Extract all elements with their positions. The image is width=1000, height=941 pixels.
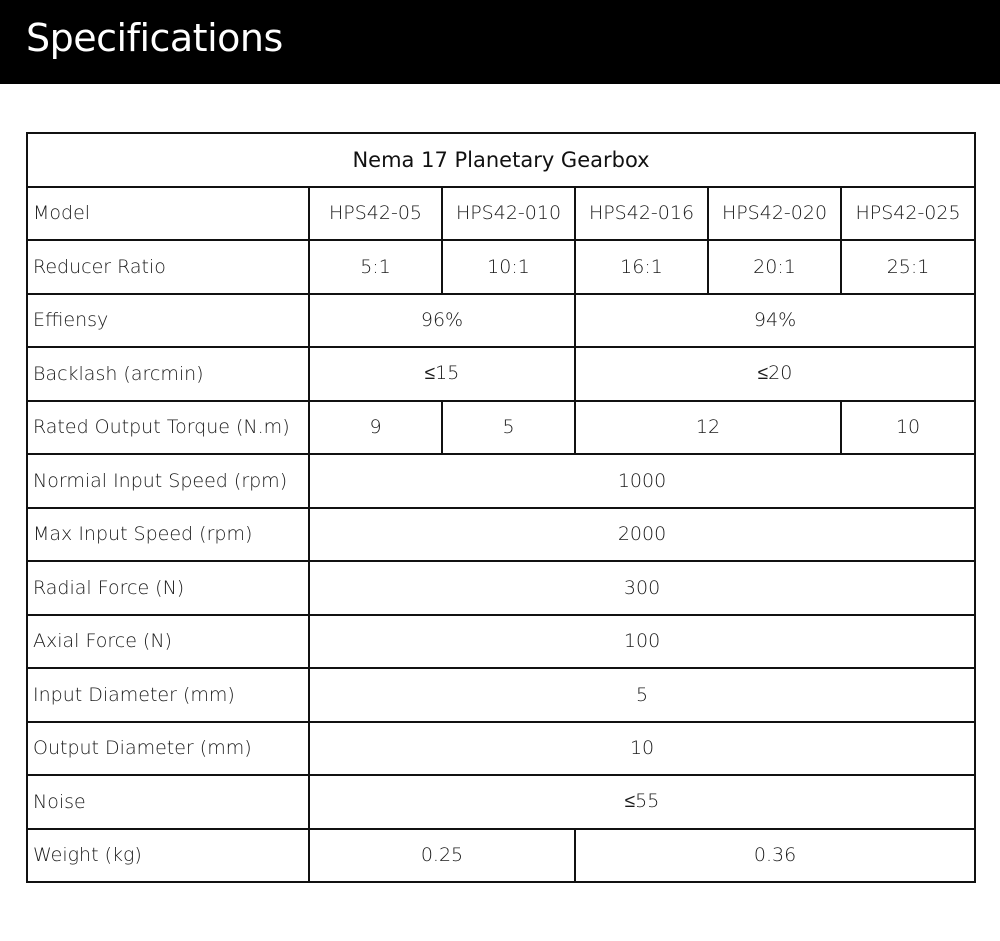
- row-value: HPS42-025: [841, 187, 975, 241]
- table-row: [27, 240, 975, 294]
- table-row: [27, 454, 975, 508]
- row-value: 10: [309, 722, 975, 776]
- row-value: ≤20: [575, 347, 975, 401]
- table-row: [27, 775, 975, 829]
- row-value: 5: [442, 401, 575, 455]
- row-label: Axial Force (N): [27, 615, 309, 669]
- table-row: [27, 561, 975, 615]
- row-value: HPS42-010: [442, 187, 575, 241]
- row-value: 12: [575, 401, 841, 455]
- row-label: Normial Input Speed (rpm): [27, 454, 309, 508]
- table-row: [27, 668, 975, 722]
- row-value: 300: [309, 561, 975, 615]
- row-value: HPS42-020: [708, 187, 841, 241]
- row-label: Backlash (arcmin): [27, 347, 309, 401]
- table-caption: Nema 17 Planetary Gearbox: [27, 133, 975, 187]
- row-value: 0.36: [575, 829, 975, 883]
- row-value: 5:1: [309, 240, 442, 294]
- row-label: Reducer Ratio: [27, 240, 309, 294]
- row-label: Output Diameter (mm): [27, 722, 309, 776]
- row-value: 20:1: [708, 240, 841, 294]
- row-label: Noise: [27, 775, 309, 829]
- row-label: Radial Force (N): [27, 561, 309, 615]
- row-label: Effiensy: [27, 294, 309, 348]
- row-value: 100: [309, 615, 975, 669]
- row-value: 5: [309, 668, 975, 722]
- specifications-banner: [0, 0, 1000, 84]
- banner-title: Specifications: [26, 16, 283, 60]
- row-value: 2000: [309, 508, 975, 562]
- table-caption-row: [27, 133, 975, 187]
- table-row: [27, 829, 975, 883]
- row-label: Max Input Speed (rpm): [27, 508, 309, 562]
- row-value: 10: [841, 401, 975, 455]
- row-value: HPS42-05: [309, 187, 442, 241]
- table-row: [27, 347, 975, 401]
- row-label: Weight (kg): [27, 829, 309, 883]
- row-value: 16:1: [575, 240, 708, 294]
- row-value: ≤55: [309, 775, 975, 829]
- row-value: HPS42-016: [575, 187, 708, 241]
- table-row: [27, 722, 975, 776]
- table-row: [27, 401, 975, 455]
- table-row: [27, 615, 975, 669]
- row-value: ≤15: [309, 347, 575, 401]
- row-value: 1000: [309, 454, 975, 508]
- spec-table: [26, 132, 976, 883]
- row-label: Rated Output Torque (N.m): [27, 401, 309, 455]
- table-row: [27, 187, 975, 241]
- row-label: Input Diameter (mm): [27, 668, 309, 722]
- row-value: 10:1: [442, 240, 575, 294]
- row-label: Model: [27, 187, 309, 241]
- spec-table-body: [27, 133, 975, 882]
- row-value: 9: [309, 401, 442, 455]
- row-value: 94%: [575, 294, 975, 348]
- row-value: 25:1: [841, 240, 975, 294]
- table-row: [27, 508, 975, 562]
- row-value: 0.25: [309, 829, 575, 883]
- table-row: [27, 294, 975, 348]
- row-value: 96%: [309, 294, 575, 348]
